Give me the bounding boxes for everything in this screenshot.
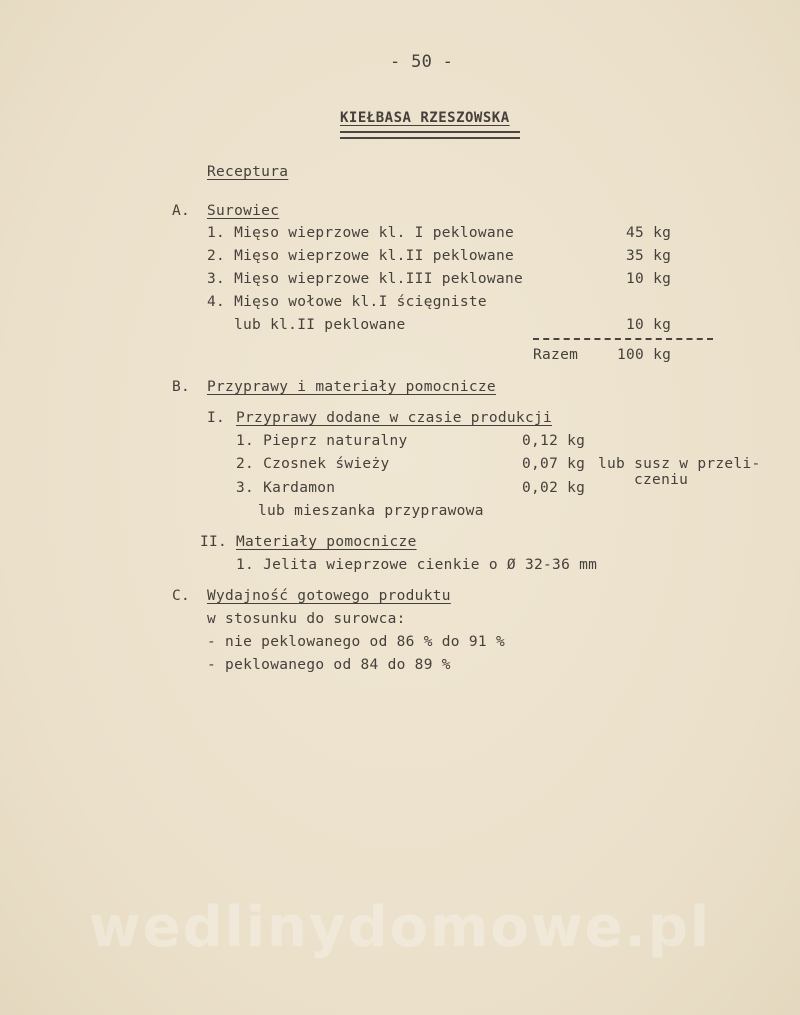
subsection-i-marker: I. <box>207 410 226 426</box>
spice-amount: 0,02 kg <box>522 480 586 496</box>
garlic-note: lub susz w przeli- <box>598 456 761 472</box>
spice-alternative: lub mieszanka przyprawowa <box>258 503 484 519</box>
total-label: Razem <box>533 347 579 363</box>
section-a-heading: Surowiec <box>207 203 280 219</box>
ingredient-line: 1. Mięso wieprzowe kl. I peklowane <box>207 225 515 241</box>
garlic-note-continued: czeniu <box>634 472 689 488</box>
section-b-heading: Przyprawy i materiały pomocnicze <box>207 379 496 395</box>
ingredient-amount: 35 kg <box>626 248 672 264</box>
total-amount: 100 kg <box>617 347 672 363</box>
watermark: wedlinydomowe.pl <box>88 895 712 960</box>
receptura-heading: Receptura <box>207 164 289 180</box>
section-c-marker: C. <box>172 588 191 604</box>
spice-amount: 0,12 kg <box>522 433 586 449</box>
title-double-rule <box>340 131 520 139</box>
ingredient-line: 2. Mięso wieprzowe kl.II peklowane <box>207 248 515 264</box>
spice-line: 1. Pieprz naturalny <box>236 433 408 449</box>
ingredient-line: 3. Mięso wieprzowe kl.III peklowane <box>207 271 524 287</box>
document-title: KIEŁBASA RZESZOWSKA <box>340 110 510 126</box>
yield-intro: w stosunku do surowca: <box>207 611 406 627</box>
spice-line: 3. Kardamon <box>236 480 336 496</box>
ingredient-amount: 10 kg <box>626 271 672 287</box>
ingredient-line: lub kl.II peklowane <box>234 317 406 333</box>
yield-line: - nie peklowanego od 86 % do 91 % <box>207 634 505 650</box>
subsection-ii-heading: Materiały pomocnicze <box>236 534 417 550</box>
page-number: - 50 - <box>390 52 454 72</box>
ingredient-line: 4. Mięso wołowe kl.I ścięgniste <box>207 294 487 310</box>
spice-line: 2. Czosnek świeży <box>236 456 390 472</box>
total-dashed-rule <box>533 338 713 340</box>
spice-amount: 0,07 kg <box>522 456 586 472</box>
subsection-ii-marker: II. <box>200 534 228 550</box>
ingredient-amount: 45 kg <box>626 225 672 241</box>
section-a-marker: A. <box>172 203 191 219</box>
section-b-marker: B. <box>172 379 191 395</box>
subsection-i-heading: Przyprawy dodane w czasie produkcji <box>236 410 553 426</box>
yield-line: - peklowanego od 84 do 89 % <box>207 657 451 673</box>
casing-line: 1. Jelita wieprzowe cienkie o Ø 32-36 mm <box>236 557 598 573</box>
ingredient-amount: 10 kg <box>626 317 672 333</box>
section-c-heading: Wydajność gotowego produktu <box>207 588 451 604</box>
